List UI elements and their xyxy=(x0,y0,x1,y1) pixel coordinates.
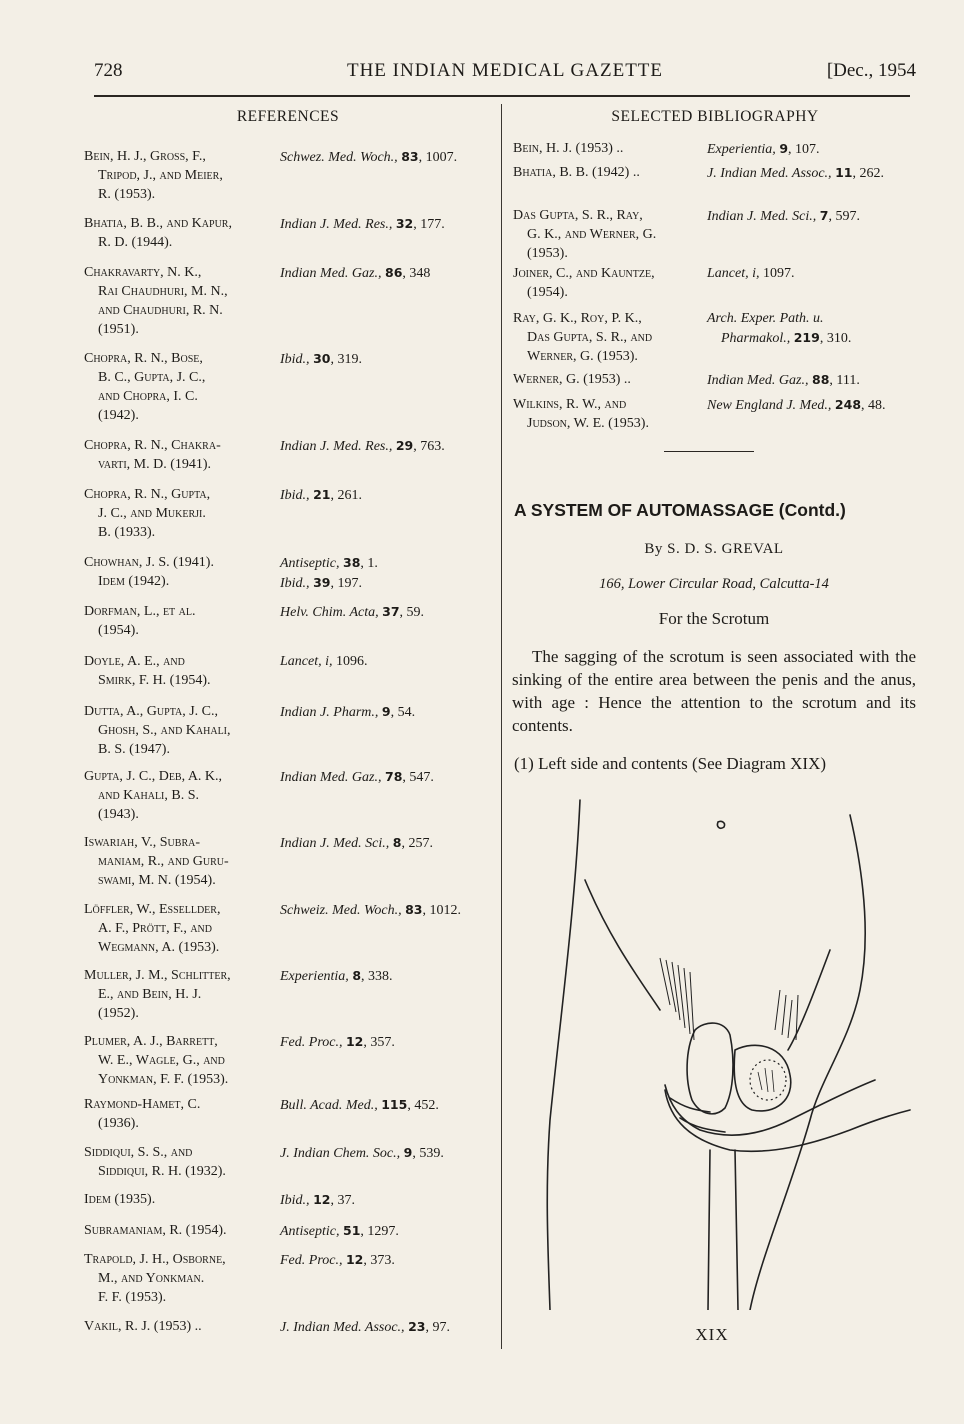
reference-citation: Schweiz. Med. Woch., 83, 1012. xyxy=(280,902,461,918)
reference-authors xyxy=(84,1317,264,1336)
author-line: Wegmann, A. (1953). xyxy=(98,940,220,955)
reference-authors xyxy=(84,900,264,957)
reference-authors xyxy=(84,1095,264,1133)
reference-authors xyxy=(84,833,264,890)
article-paragraph: The sagging of the scrotum is seen associated with the sinking of the entire area between the penis and the anus, with age : Hence the attention to the scrotum and its contents. xyxy=(512,647,916,735)
journal-name: Antiseptic, xyxy=(280,1224,340,1239)
author-line: Subramaniam, R. (1954). xyxy=(84,1223,227,1238)
author-line: Bhatia, B. B., and Kapur, xyxy=(84,216,232,231)
reference-authors xyxy=(84,436,264,474)
reference-citation: Indian Med. Gaz., 88, 111. xyxy=(707,372,860,388)
volume-number: 115 xyxy=(381,1097,408,1112)
page-ref: 539. xyxy=(419,1146,444,1161)
reference-citation: Schwez. Med. Woch., 83, 1007. xyxy=(280,149,458,165)
volume-number: 78 xyxy=(385,769,403,784)
page-ref: 37. xyxy=(337,1193,355,1208)
reference-authors xyxy=(84,1143,264,1181)
volume-number: 248 xyxy=(834,397,862,412)
reference-citation: J. Indian Med. Assoc., 23, 97. xyxy=(280,1319,450,1335)
article-title: A SYSTEM OF AUTOMASSAGE (Contd.) xyxy=(514,500,846,520)
volume-number: 83 xyxy=(401,149,419,164)
page-ref: 1097. xyxy=(763,266,795,281)
author-line: R. D. (1944). xyxy=(98,235,173,250)
author-line: and Chopra, I. C. xyxy=(98,389,198,404)
reference-citation: Helv. Chim. Acta, 37, 59. xyxy=(280,604,425,620)
author-line: Gupta, J. C., Deb, A. K., xyxy=(84,769,223,784)
author-line: F. F. (1953). xyxy=(98,1290,167,1305)
journal-name: Ibid., xyxy=(280,488,310,503)
article-item: (1) Left side and contents (See Diagram XIX) xyxy=(514,754,827,773)
volume-number: 29 xyxy=(395,438,414,453)
page-ref: 1096. xyxy=(336,654,368,669)
author-line: (1953). xyxy=(527,246,568,261)
author-line: Bhatia, B. B. (1942) .. xyxy=(513,165,640,180)
author-line: Das Gupta, S. R., Ray, xyxy=(513,208,643,223)
volume-number: 38 xyxy=(343,555,361,570)
author-line: Idem (1942). xyxy=(98,574,170,589)
author-line: varti, M. D. (1941). xyxy=(98,457,212,472)
journal-name: Indian J. Med. Res., xyxy=(280,217,393,232)
journal-name: Schweiz. Med. Woch., xyxy=(280,903,402,918)
reference-citation: Indian J. Med. Sci., 7, 597. xyxy=(707,208,860,224)
page-ref: 338. xyxy=(368,969,393,984)
page-ref: 1. xyxy=(367,556,378,571)
page-ref: 261. xyxy=(337,488,362,503)
references-heading: REFERENCES xyxy=(236,108,340,125)
volume-number: 12 xyxy=(313,1192,331,1207)
reference-citation: Experientia, 8, 338. xyxy=(280,968,393,984)
author-line: M., and Yonkman. xyxy=(98,1271,205,1286)
journal-name: Experientia, xyxy=(280,969,349,984)
reference-authors xyxy=(84,1032,264,1089)
volume-number: 12 xyxy=(345,1252,364,1267)
author-line: Werner, G. (1953) .. xyxy=(513,372,631,387)
page-ref: 54. xyxy=(397,705,416,720)
author-line: and Chaudhuri, R. N. xyxy=(98,303,223,318)
author-line: and Kahali, B. S. xyxy=(98,788,200,803)
volume-number: 83 xyxy=(405,902,423,917)
author-line: (1936). xyxy=(98,1116,139,1131)
issue-date: [Dec., 1954 xyxy=(826,60,916,81)
author-line: Chakravarty, N. K., xyxy=(84,265,202,280)
journal-name: Fed. Proc., xyxy=(280,1035,343,1050)
reference-authors xyxy=(84,1221,264,1240)
reference-citation: Arch. Exper. Path. u. Pharmakol., 219, 310. xyxy=(707,311,852,346)
journal-name: Indian J. Med. Sci., xyxy=(280,836,390,851)
author-line: Chowhan, J. S. (1941). xyxy=(84,555,214,570)
journal-name: J. Indian Med. Assoc., xyxy=(280,1320,405,1335)
author-line: swami, M. N. (1954). xyxy=(98,873,216,888)
author-line: G. K., and Werner, G. xyxy=(527,227,657,242)
journal-name: Indian J. Pharm., xyxy=(280,705,379,720)
journal-name: Indian J. Med. Res., xyxy=(280,439,393,454)
author-line: (1943). xyxy=(98,807,139,822)
author-line: Ghosh, S., and Kahali, xyxy=(98,723,231,738)
journal-name: Indian J. Med. Sci., xyxy=(707,209,817,224)
reference-citation: Antiseptic, 51, 1297. xyxy=(280,1223,399,1239)
page-ref: 319. xyxy=(337,352,362,367)
page-ref: 111. xyxy=(836,373,860,388)
author-line: (1951). xyxy=(98,322,139,337)
reference-citation: Indian J. Pharm., 9, 54. xyxy=(280,704,416,720)
author-line: Smirk, F. H. (1954). xyxy=(98,673,211,688)
reference-authors xyxy=(84,349,264,425)
author-line: Trapold, J. H., Osborne, xyxy=(84,1252,226,1267)
journal-name: Ibid., xyxy=(280,1193,310,1208)
volume-number: 12 xyxy=(345,1034,364,1049)
reference-citation: Ibid., 12, 37. xyxy=(280,1192,355,1208)
author-address: 166, Lower Circular Road, Calcutta-14 xyxy=(599,576,829,592)
author-line: Chopra, R. N., Chakra- xyxy=(84,438,221,453)
reference-citation: Indian Med. Gaz., 78, 547. xyxy=(280,769,434,785)
page-ref: 1012. xyxy=(429,903,461,918)
reference-citation xyxy=(707,264,917,283)
reference-authors xyxy=(84,263,264,339)
page-ref: 197. xyxy=(337,576,362,591)
page-ref: 763. xyxy=(420,439,445,454)
page-ref: 1297. xyxy=(367,1224,399,1239)
reference-authors xyxy=(513,309,693,366)
journal-name-cont: Pharmakol., xyxy=(721,331,791,346)
author-line: Vakil, R. J. (1953) .. xyxy=(84,1319,202,1334)
journal-name: Ibid., xyxy=(280,576,310,591)
reference-citation: Fed. Proc., 12, 357. xyxy=(280,1034,395,1050)
author-line: Bein, H. J., Gross, F., xyxy=(84,149,206,164)
author-line: Chopra, R. N., Bose, xyxy=(84,351,203,366)
author-line: B. C., Gupta, J. C., xyxy=(98,370,206,385)
journal-title: THE INDIAN MEDICAL GAZETTE xyxy=(346,60,664,81)
author-line: (1952). xyxy=(98,1006,139,1021)
author-line: Yonkman, F. F. (1953). xyxy=(98,1072,229,1087)
journal-name: Experientia, xyxy=(707,142,776,157)
reference-citation: Ibid., 30, 319. xyxy=(280,351,362,367)
journal-name: Indian Med. Gaz., xyxy=(280,770,382,785)
journal-name: Schwez. Med. Woch., xyxy=(280,150,398,165)
reference-authors xyxy=(84,147,264,204)
reference-citation xyxy=(280,652,492,671)
author-line: W. E., Wagle, G., and xyxy=(98,1053,225,1068)
author-line: Bein, H. J. (1953) .. xyxy=(513,141,624,156)
reference-citation: Fed. Proc., 12, 373. xyxy=(280,1252,395,1268)
reference-authors xyxy=(84,214,264,252)
page-ref: 452. xyxy=(414,1098,439,1113)
diagram-caption: XIX xyxy=(695,1325,729,1344)
page-ref: 357. xyxy=(370,1035,395,1050)
author-line: Werner, G. (1953). xyxy=(527,349,638,364)
volume-number: 8 xyxy=(352,968,362,983)
reference-authors xyxy=(84,652,264,690)
journal-name: Lancet, i, xyxy=(707,266,760,281)
reference-authors xyxy=(84,485,264,542)
reference-authors xyxy=(84,602,264,640)
author-line: E., and Bein, H. J. xyxy=(98,987,202,1002)
author-line: (1942). xyxy=(98,408,139,423)
reference-citation: Bull. Acad. Med., 115, 452. xyxy=(280,1097,439,1113)
journal-name: New England J. Med., xyxy=(707,398,832,413)
journal-name: Ibid., xyxy=(280,352,310,367)
author-line: Dorfman, L., et al. xyxy=(84,604,196,619)
author-line: Raymond-Hamet, C. xyxy=(84,1097,201,1112)
author-line: Plumer, A. J., Barrett, xyxy=(84,1034,218,1049)
author-line: Iswariah, V., Subra- xyxy=(84,835,201,850)
journal-name: Fed. Proc., xyxy=(280,1253,343,1268)
volume-number: 9 xyxy=(381,704,391,719)
reference-citation: J. Indian Med. Assoc., 11, 262. xyxy=(707,165,884,181)
volume-number: 51 xyxy=(343,1223,361,1238)
reference-authors xyxy=(513,163,693,182)
author-line: Muller, J. M., Schlitter, xyxy=(84,968,231,983)
page-ref: 257. xyxy=(408,836,433,851)
reference-citation: J. Indian Chem. Soc., 9, 539. xyxy=(280,1145,444,1161)
author-line: Joiner, C., and Kauntze, xyxy=(513,266,655,281)
volume-number: 9 xyxy=(779,141,789,156)
author-line: Rai Chaudhuri, M. N., xyxy=(98,284,228,299)
journal-name: Indian Med. Gaz., xyxy=(707,373,809,388)
author-line: maniam, R., and Guru- xyxy=(98,854,229,869)
reference-authors xyxy=(513,370,693,389)
reference-citation: Experientia, 9, 107. xyxy=(707,141,820,157)
reference-citation: Indian J. Med. Res., 32, 177. xyxy=(280,216,445,232)
page-number: 728 xyxy=(94,60,123,81)
reference-citation: Antiseptic, 38, 1. Ibid., 39, 197. xyxy=(280,555,378,591)
volume-number: 37 xyxy=(382,604,400,619)
page-ref: 1007. xyxy=(425,150,458,165)
journal-name: Lancet, i, xyxy=(280,654,333,669)
author-line: J. C., and Mukerji. xyxy=(98,506,206,521)
page-ref: 310. xyxy=(826,331,852,346)
reference-authors xyxy=(84,702,264,759)
reference-citation: Indian J. Med. Res., 29, 763. xyxy=(280,438,445,454)
volume-number: 23 xyxy=(408,1319,426,1334)
volume-number: 11 xyxy=(835,165,853,180)
reference-authors xyxy=(513,139,693,158)
volume-number: 21 xyxy=(313,487,331,502)
journal-name: Bull. Acad. Med., xyxy=(280,1098,378,1113)
author-line: Siddiqui, S. S., and xyxy=(84,1145,193,1160)
journal-name: Helv. Chim. Acta, xyxy=(280,605,379,620)
page-ref: 348 xyxy=(409,266,431,281)
volume-number: 88 xyxy=(812,372,830,387)
article-subheading: For the Scrotum xyxy=(658,609,770,628)
author-line: Idem (1935). xyxy=(84,1192,156,1207)
author-line: Judson, W. E. (1953). xyxy=(527,416,649,431)
volume-number: 86 xyxy=(385,265,403,280)
author-line: Dutta, A., Gupta, J. C., xyxy=(84,704,219,719)
reference-authors xyxy=(84,1250,264,1307)
author-line: Chopra, R. N., Gupta, xyxy=(84,487,211,502)
diagram-xix-illustration xyxy=(520,790,920,1310)
reference-authors xyxy=(84,1190,264,1209)
author-line: (1954). xyxy=(98,623,139,638)
reference-citation: Ibid., 21, 261. xyxy=(280,487,362,503)
page-ref: 597. xyxy=(835,209,860,224)
volume-number: 9 xyxy=(403,1145,413,1160)
volume-number: 32 xyxy=(395,216,414,231)
journal-name: J. Indian Med. Assoc., xyxy=(707,166,832,181)
page-ref: 262. xyxy=(859,166,884,181)
reference-citation: Indian Med. Gaz., 86, 348 xyxy=(280,265,431,281)
author-line: Doyle, A. E., and xyxy=(84,654,185,669)
page-ref: 107. xyxy=(795,142,820,157)
reference-authors xyxy=(84,767,264,824)
volume-number: 8 xyxy=(392,835,402,850)
volume-number: 7 xyxy=(819,208,829,223)
author-line: R. (1953). xyxy=(98,187,156,202)
reference-citation: Indian J. Med. Sci., 8, 257. xyxy=(280,835,433,851)
running-head xyxy=(94,60,916,84)
column-divider xyxy=(501,104,502,1349)
author-line: Siddiqui, R. H. (1932). xyxy=(98,1164,226,1179)
journal-name: Indian Med. Gaz., xyxy=(280,266,382,281)
page-ref: 373. xyxy=(370,1253,395,1268)
reference-authors xyxy=(84,966,264,1023)
section-divider xyxy=(664,451,754,452)
page-ref: 48. xyxy=(868,398,886,413)
page-ref: 177. xyxy=(420,217,445,232)
journal-name: Arch. Exper. Path. u. xyxy=(707,311,824,326)
reference-citation: New England J. Med., 248, 48. xyxy=(707,397,886,413)
author-line: B. (1933). xyxy=(98,525,156,540)
journal-name: Antiseptic, xyxy=(280,556,340,571)
reference-authors xyxy=(513,395,693,433)
author-line: A. F., Prött, F., and xyxy=(98,921,212,936)
reference-authors xyxy=(84,553,264,591)
author-line: B. S. (1947). xyxy=(98,742,170,757)
author-line: Ray, G. K., Roy, P. K., xyxy=(513,311,642,326)
journal-name: J. Indian Chem. Soc., xyxy=(280,1146,401,1161)
article-byline: By S. D. S. GREVAL xyxy=(644,541,784,557)
author-line: Das Gupta, S. R., and xyxy=(527,330,653,345)
page-ref: 59. xyxy=(406,605,425,620)
header-rule xyxy=(94,95,910,97)
author-line: Wilkins, R. W., and xyxy=(513,397,627,412)
volume-number: 219 xyxy=(793,330,820,345)
author-line: (1954). xyxy=(527,285,568,300)
bibliography-heading: SELECTED BIBLIOGRAPHY xyxy=(611,108,819,125)
author-line: Tripod, J., and Meier, xyxy=(98,168,223,183)
page-ref: 97. xyxy=(432,1320,450,1335)
volume-number: 39 xyxy=(313,575,331,590)
author-line: Löffler, W., Essellder, xyxy=(84,902,221,917)
volume-number: 30 xyxy=(313,351,331,366)
reference-authors xyxy=(513,264,693,302)
reference-authors xyxy=(513,206,693,263)
page-ref: 547. xyxy=(409,770,434,785)
